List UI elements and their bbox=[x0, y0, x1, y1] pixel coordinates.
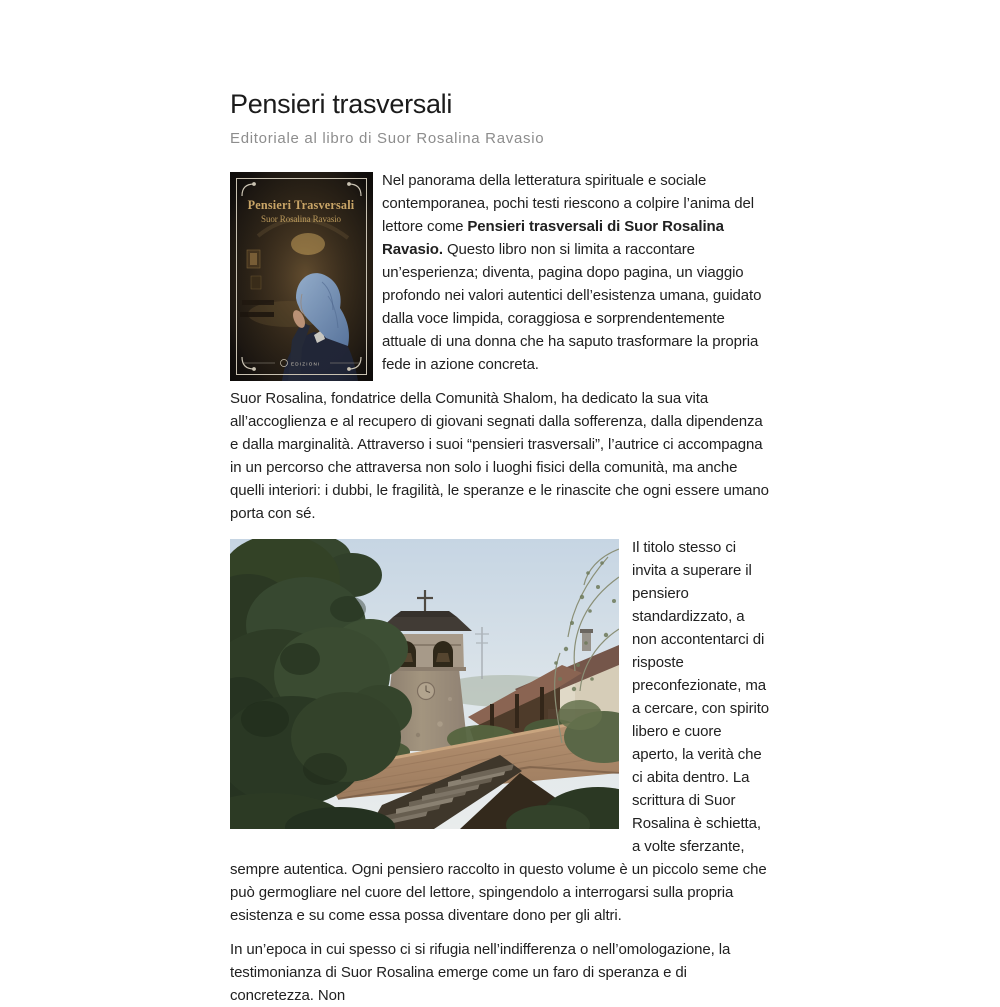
publisher-name: EDIZIONI bbox=[291, 361, 321, 367]
book-cover-image bbox=[230, 172, 373, 381]
bell-tower-photo bbox=[230, 539, 619, 829]
paragraph-1-end: Questo libro non si limita a raccontare un’esperienza; diventa, pagina dopo pagina, un viaggio profondo nei valori autentici dell’esistenza umana, guidato dalla voce limpida, coraggiosa e sorprendentemente attuale di una donna che ha saputo trasformare la propria fede in azione concreta. bbox=[382, 241, 762, 373]
article-page bbox=[230, 88, 770, 1007]
bell-tower-photo-illustration bbox=[230, 539, 619, 829]
article-body bbox=[230, 169, 770, 1007]
paragraph-1-start: Nel panorama della letteratura spirituale e sociale contemporanea, pochi testi riescono a colpire l’anima del lettore come bbox=[382, 172, 755, 235]
chimney bbox=[582, 631, 591, 651]
paragraph-3-text: Il titolo stesso ci invita a superare il pensiero standardizzato, a non accontentarci di risposte preconfezionate, ma a cercare, con spirito libero e cuore aperto, la verità che ci abita dentro. La scrittura di Suor Rosalina è schietta, a volte sferzante, sempre autentica. Ogni pensiero raccolto in questo volume è un piccolo seme che può germogliare nel cuore del lettore, spingendolo a interrogarsi sulla propria esistenza e su come essa possa diventare dono per gli altri. bbox=[230, 539, 770, 924]
paragraph-3 bbox=[230, 536, 770, 927]
paragraph-2: Suor Rosalina, fondatrice della Comunità Shalom, ha dedicato la sua vita all’accoglienza e al recupero di giovani segnati dalla sofferenza, dalla dipendenza e dalla marginalità. Attraverso i suoi “pensieri trasversali”, l’autrice ci accompagna in un percorso che attraversa non solo i luoghi fisici della comunità, ma anche quelli interiori: i dubbi, le fragilità, le speranze e le rinascite che ogni essere umano porta con sé. bbox=[230, 390, 769, 522]
page-title: Pensieri trasversali bbox=[230, 89, 453, 119]
book-title-emphasis: Pensieri trasversali di Suor Rosalina Ravasio. bbox=[382, 218, 724, 258]
cover-title: Pensieri Trasversali bbox=[247, 198, 355, 212]
cover-author: Suor Rosalina Ravasio bbox=[261, 214, 341, 224]
book-cover-illustration bbox=[230, 172, 373, 381]
olive-bush bbox=[558, 700, 602, 730]
paragraph-4: In un’epoca in cui spesso ci si rifugia nell’indifferenza o nell’omologazione, la testimonianza di Suor Rosalina emerge come un faro di speranza e di concretezza. Non bbox=[230, 941, 731, 1004]
bell bbox=[436, 653, 450, 662]
page-subtitle: Editoriale al libro di Suor Rosalina Ravasio bbox=[230, 130, 545, 147]
